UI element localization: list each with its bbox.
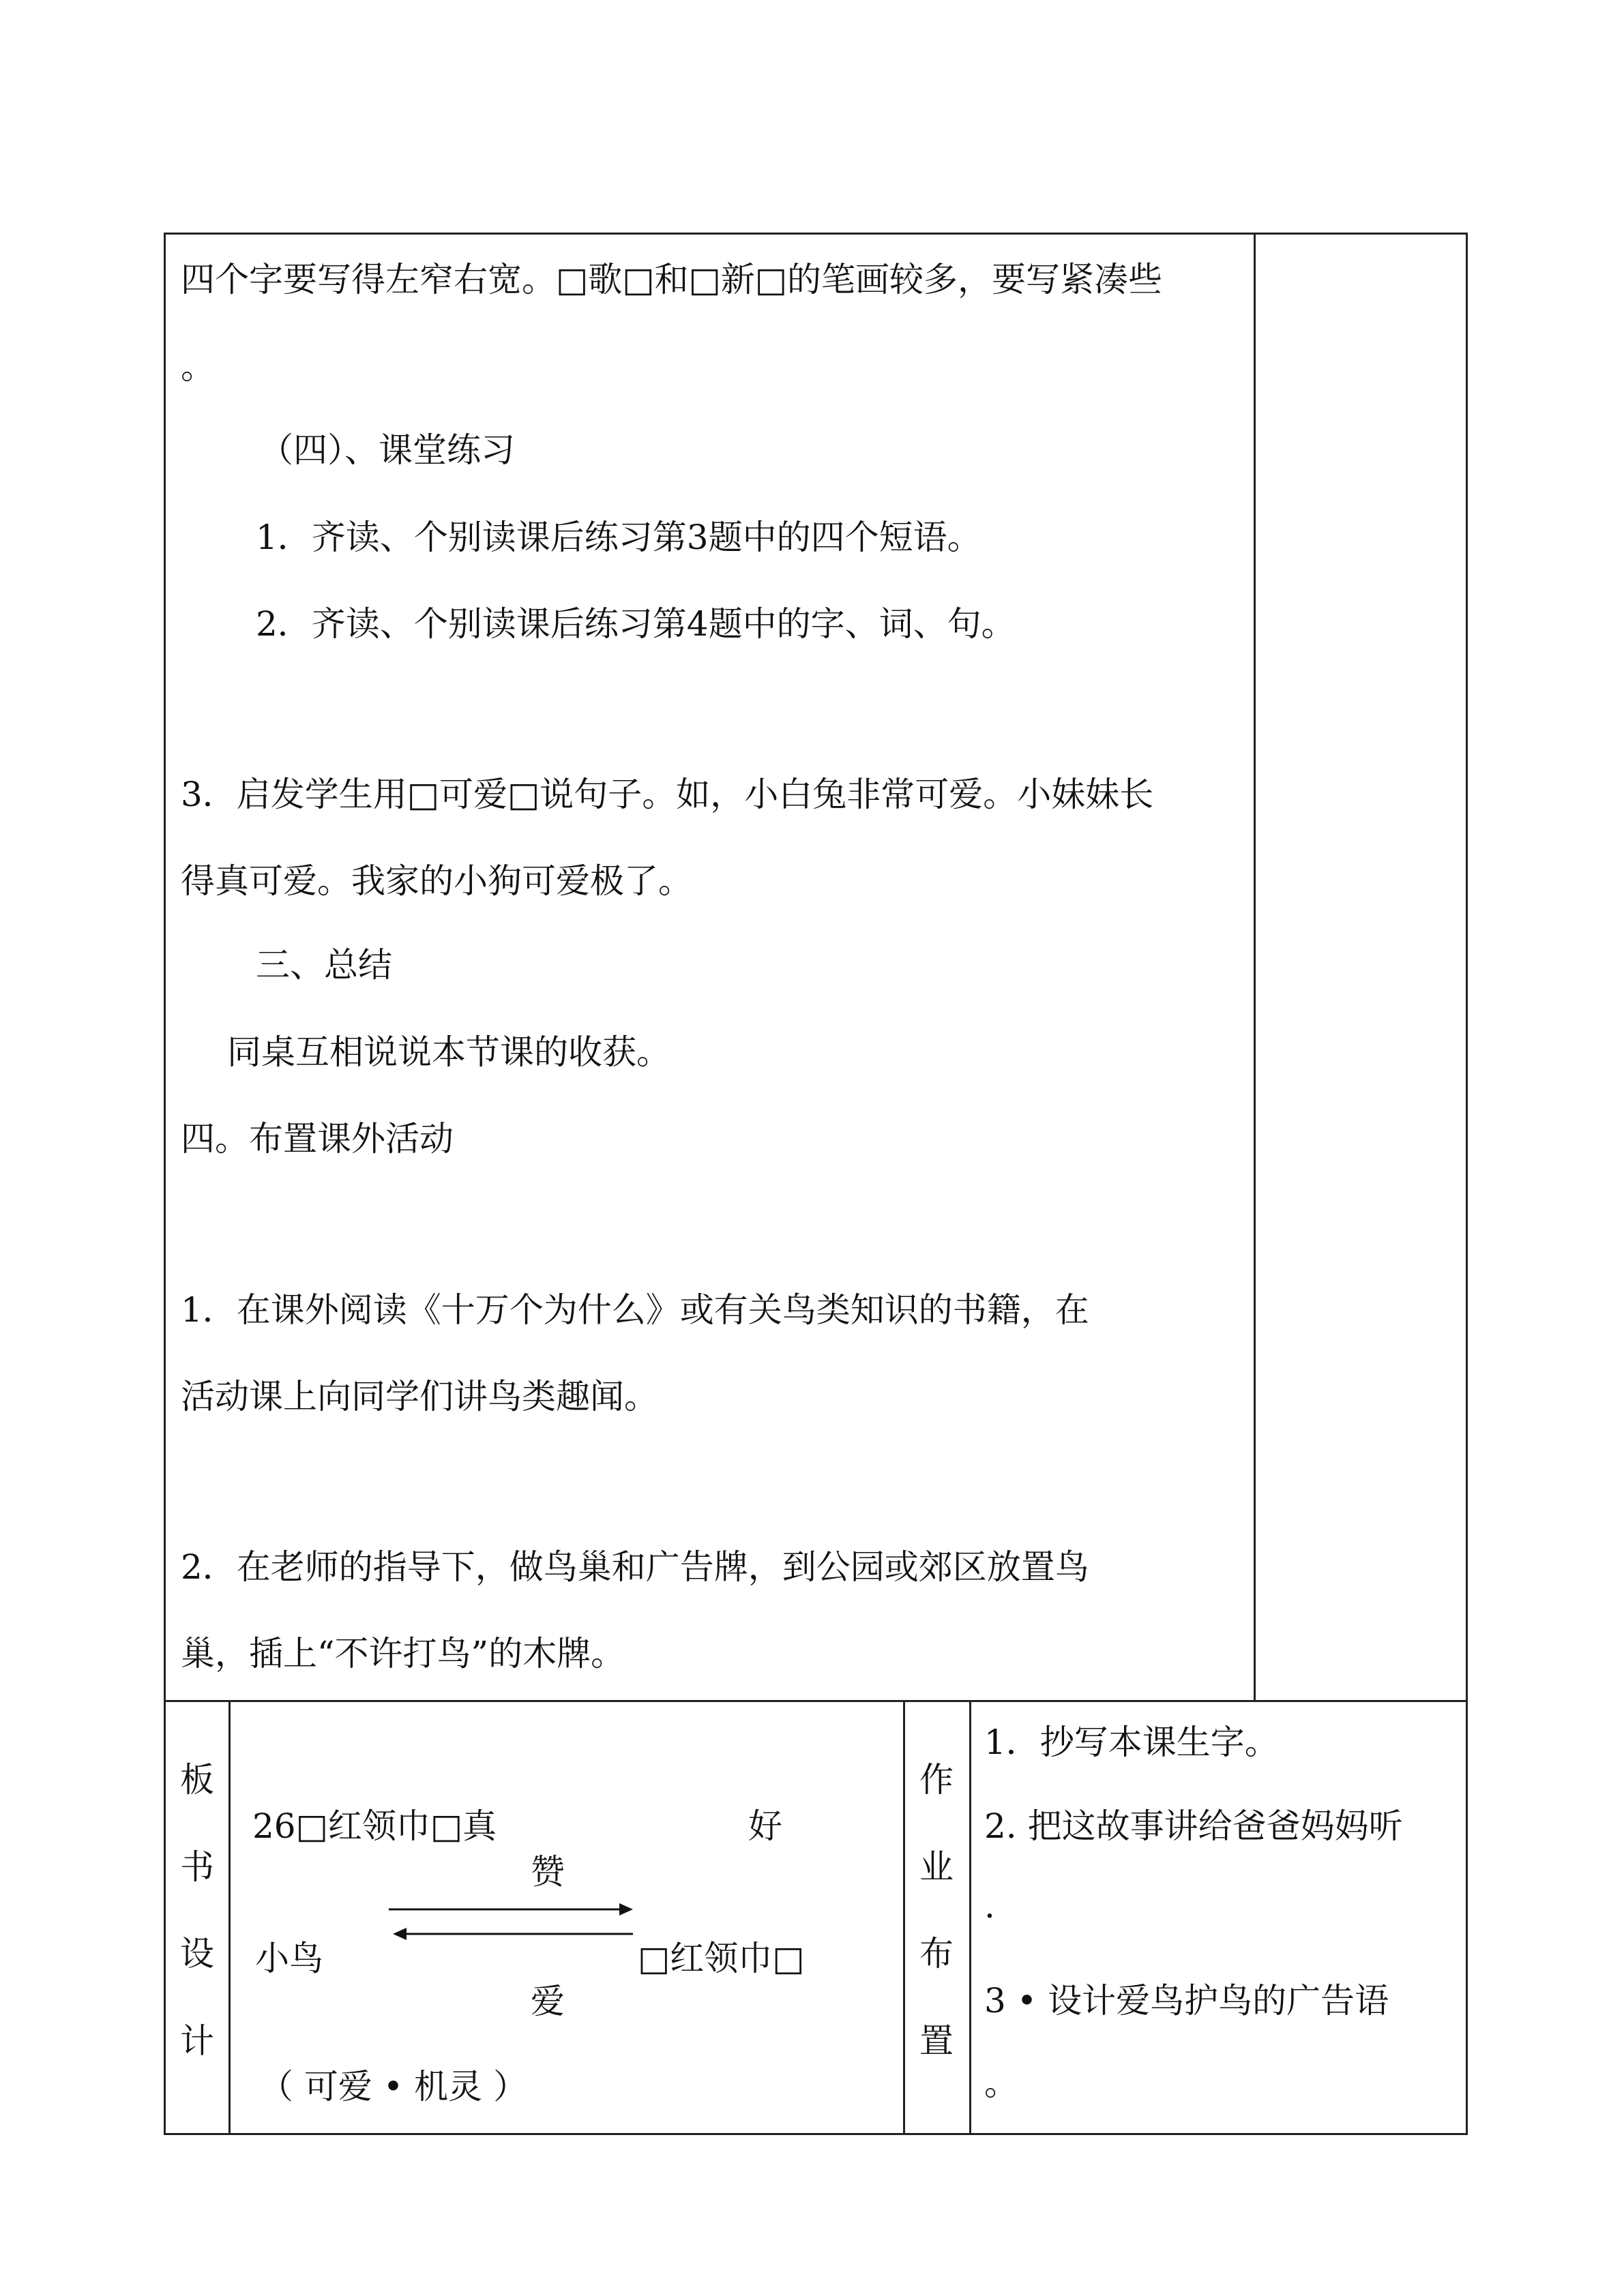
board-label-char: 书 bbox=[180, 1847, 214, 1887]
homework-item: 2. 把这故事讲给爸爸妈妈听 bbox=[984, 1806, 1403, 1846]
text-line: 1．齐读、个别读课后练习第3题中的四个短语。 bbox=[256, 518, 981, 557]
board-word-hao: 好 bbox=[748, 1806, 782, 1846]
board-label-char: 设 bbox=[180, 1934, 214, 1973]
text-line: 巢，插上“不许打鸟”的木牌。 bbox=[181, 1634, 625, 1673]
text-line: 1．在课外阅读《十万个为什么》或有关鸟类知识的书籍，在 bbox=[181, 1290, 1089, 1330]
homework-item: 1．抄写本课生字。 bbox=[984, 1723, 1279, 1762]
board-word-bird: 小鸟 bbox=[255, 1939, 323, 1978]
board-label-char: 计 bbox=[180, 2021, 214, 2061]
board-title: 26□红领巾□真 bbox=[252, 1806, 497, 1846]
section-heading: （四）、课堂练习 bbox=[259, 430, 515, 470]
homework-label-char: 布 bbox=[919, 1934, 954, 1973]
text-line: 得真可爱。我家的小狗可爱极了。 bbox=[181, 861, 692, 901]
text-line: 活动课上向同学们讲鸟类趣闻。 bbox=[181, 1377, 658, 1416]
section-heading: 三、总结 bbox=[256, 945, 392, 985]
homework-label-char: 置 bbox=[919, 2021, 954, 2061]
homework-label-char: 作 bbox=[919, 1760, 954, 1800]
board-word-ai: 爱 bbox=[531, 1982, 565, 2021]
homework-label-char: 业 bbox=[919, 1847, 954, 1887]
homework-item: 。 bbox=[984, 2063, 1018, 2103]
homework-item: 3 • 设计爱鸟护鸟的广告语 bbox=[984, 1981, 1389, 2021]
homework-item: . bbox=[984, 1886, 995, 1926]
board-word-red-scarf: □红领巾□ bbox=[638, 1939, 805, 1978]
section-heading: 四。布置课外活动 bbox=[181, 1119, 454, 1159]
text-line: 。 bbox=[181, 347, 215, 387]
text-line: 同桌互相说说本节课的收获。 bbox=[227, 1032, 670, 1072]
board-note: （ 可爱 • 机灵 ） bbox=[259, 2067, 528, 2106]
text-line: 3．启发学生用□可爱□说句子。如，小白兔非常可爱。小妹妹长 bbox=[181, 775, 1154, 814]
board-word-zan: 赞 bbox=[531, 1852, 565, 1892]
text-line: 四个字要写得左窄右宽。□歌□和□新□的笔画较多，要写紧凑些 bbox=[181, 260, 1162, 299]
arrow-left-head bbox=[393, 1928, 407, 1940]
arrow-right-head bbox=[619, 1903, 633, 1915]
text-line: 2．齐读、个别读课后练习第4题中的字、词、句。 bbox=[256, 604, 1016, 644]
board-label-char: 板 bbox=[180, 1760, 214, 1800]
text-line: 2．在老师的指导下，做鸟巢和广告牌，到公园或郊区放置鸟 bbox=[181, 1547, 1089, 1587]
